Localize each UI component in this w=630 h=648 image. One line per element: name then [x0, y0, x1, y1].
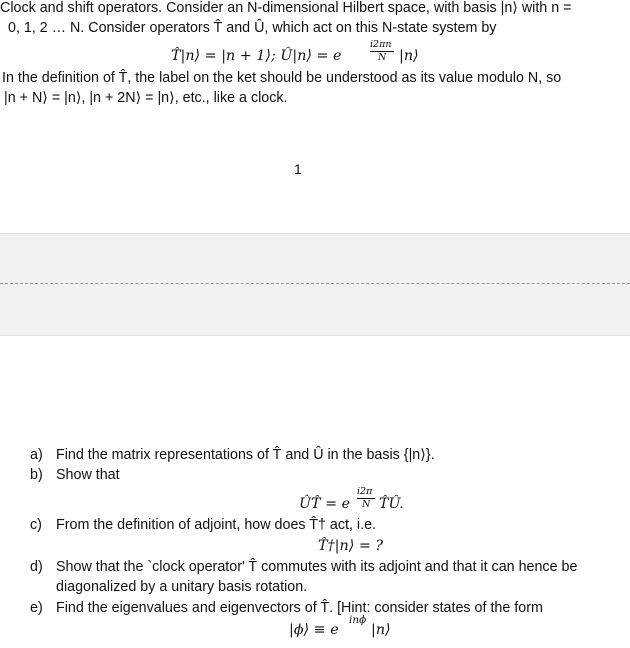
- page-break-line: [0, 283, 630, 284]
- eqe-right: |n⟩: [371, 622, 391, 638]
- item-label: b): [30, 467, 43, 483]
- item-label: c): [30, 517, 42, 533]
- intro-line-4: |n + N⟩ = |n⟩, |n + 2N⟩ = |n⟩, etc., like a clock.: [4, 90, 288, 106]
- item-text: Find the eigenvalues and eigenvectors of T̂. [Hint: consider states of the form: [56, 600, 543, 616]
- item-text: From the definition of adjoint, how does T̂† act, i.e.: [56, 517, 377, 533]
- equation-adjoint: T̂†|n⟩ = ?: [318, 538, 384, 554]
- eq1-left: T̂|n⟩ = |n + 1⟩; Û|n⟩ = e: [171, 48, 342, 64]
- eqb-exponent-denominator: N: [362, 499, 371, 510]
- item-label: a): [30, 447, 43, 463]
- intro-line-2: 0, 1, 2 … N. Consider operators T̂ and Û, which act on this N-state system by: [8, 20, 497, 36]
- item-text: Find the matrix representations of T̂ and Û in the basis {|n⟩}.: [56, 447, 435, 463]
- eq1-exponent-denominator: N: [378, 52, 387, 63]
- intro-line-3: In the definition of T̂, the label on the ket should be understood as its value modulo N, so: [2, 70, 562, 86]
- eqe-exponent: inϕ: [349, 614, 367, 626]
- eqb-exponent-numerator: i2π: [357, 486, 373, 497]
- eqb-right: T̂Û.: [379, 496, 404, 512]
- eqb-left: ÛT̂ = e: [299, 496, 351, 512]
- item-text: Show that: [56, 467, 120, 483]
- page-number: 1: [294, 161, 302, 177]
- eq1-exponent-numerator: i2πn: [370, 39, 392, 50]
- item-text-continued: diagonalized by a unitary basis rotation.: [56, 579, 308, 595]
- item-label: d): [30, 559, 43, 575]
- eq1-right: |n⟩: [399, 48, 419, 64]
- intro-line-1: Clock and shift operators. Consider an N-dimensional Hilbert space, with basis |n⟩ with n =: [0, 0, 572, 16]
- item-text: Show that the `clock operator' T̂ commutes with its adjoint and that it can hence be: [56, 559, 578, 575]
- eqe-left: |ϕ⟩ ≡ e: [289, 622, 339, 638]
- page-separator-band: [0, 233, 630, 336]
- item-label: e): [30, 600, 43, 616]
